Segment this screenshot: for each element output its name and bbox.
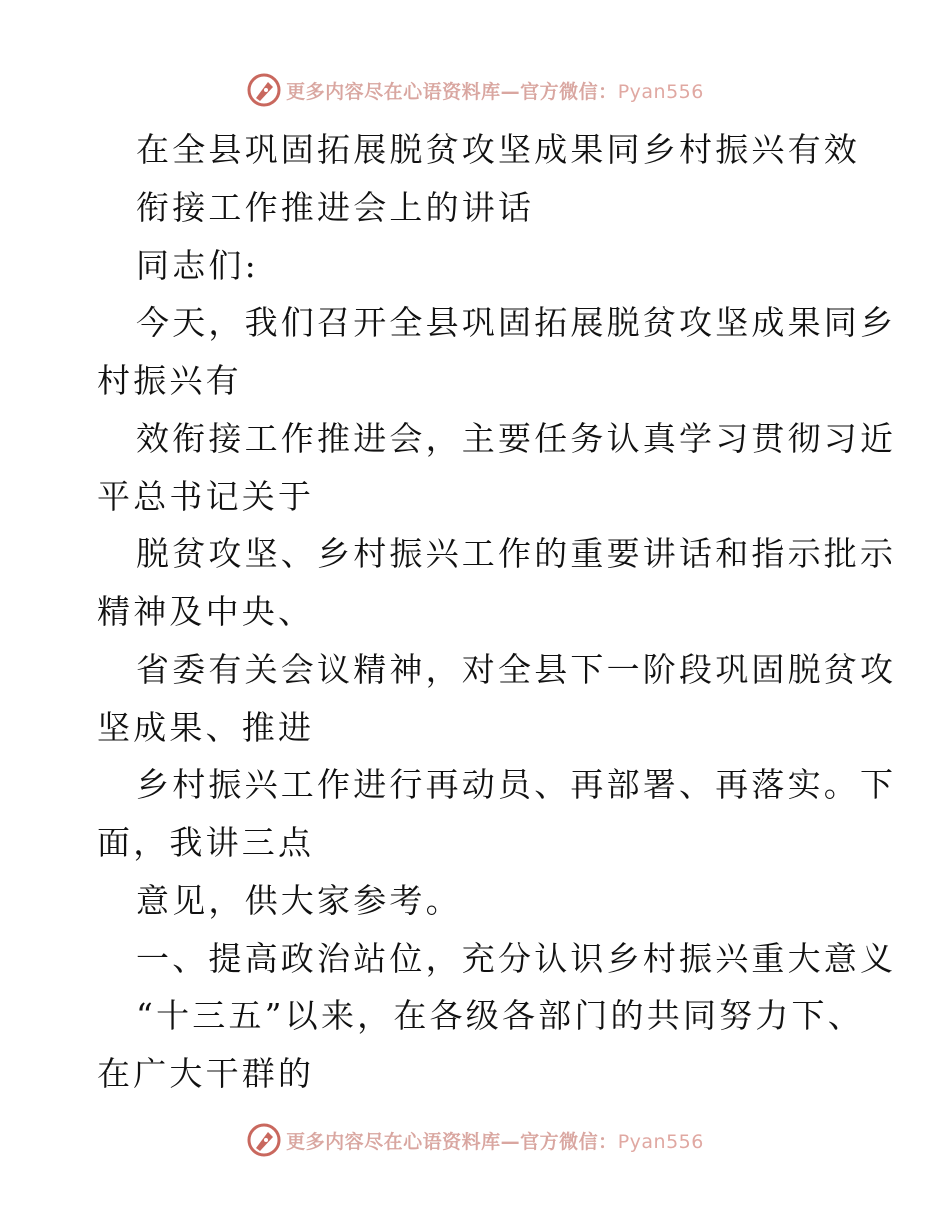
text-line: 脱贫攻坚、乡村振兴工作的重要讲话和指示批示 <box>136 534 897 574</box>
text-line: 今天，我们召开全县巩固拓展脱贫攻坚成果同乡 <box>136 303 897 343</box>
text-line: 意见，供大家参考。 <box>136 880 462 920</box>
watermark-wechat-label: 官方微信： <box>520 1130 618 1153</box>
text-line: 精神及中央、 <box>97 592 315 631</box>
footer-watermark <box>0 1120 950 1160</box>
pen-nib-seal-icon <box>246 1122 282 1158</box>
text-line: 在广大干群的 <box>97 1054 315 1093</box>
watermark-text <box>286 1127 704 1154</box>
watermark-text <box>286 77 704 104</box>
watermark-wechat-id: Pyan556 <box>617 80 704 103</box>
watermark-dash: — <box>500 80 521 103</box>
text-line: 村振兴有 <box>97 361 242 400</box>
text-line: 在全县巩固拓展脱贫攻坚成果同乡村振兴有效 <box>136 130 860 169</box>
text-line: 面，我讲三点 <box>97 823 315 862</box>
text-line: “十三五”以来，在各级各部门的共同努力下、 <box>136 996 864 1036</box>
text-line: 一、提高政治站位，充分认识乡村振兴重大意义 <box>136 938 897 978</box>
text-line: 同志们: <box>136 245 259 285</box>
header-watermark <box>0 70 950 110</box>
watermark-brand: 更多内容尽在心语资料库 <box>286 80 501 103</box>
text-line: 省委有关会议精神，对全县下一阶段巩固脱贫攻 <box>136 649 897 689</box>
text-line: 乡村振兴工作进行再动员、再部署、再落实。下 <box>136 765 897 805</box>
watermark-wechat-id: Pyan556 <box>617 1130 704 1153</box>
watermark-wechat-label: 官方微信： <box>520 80 618 103</box>
watermark-brand: 更多内容尽在心语资料库 <box>286 1130 501 1153</box>
text-line: 效衔接工作推进会，主要任务认真学习贯彻习近 <box>136 418 897 458</box>
text-line: 平总书记关于 <box>97 476 315 516</box>
text-line: 衔接工作推进会上的讲话 <box>136 187 535 227</box>
text-line: 坚成果、推进 <box>97 707 315 747</box>
document-body <box>97 121 897 1103</box>
pen-nib-seal-icon <box>246 72 282 108</box>
watermark-dash: — <box>500 1130 521 1153</box>
